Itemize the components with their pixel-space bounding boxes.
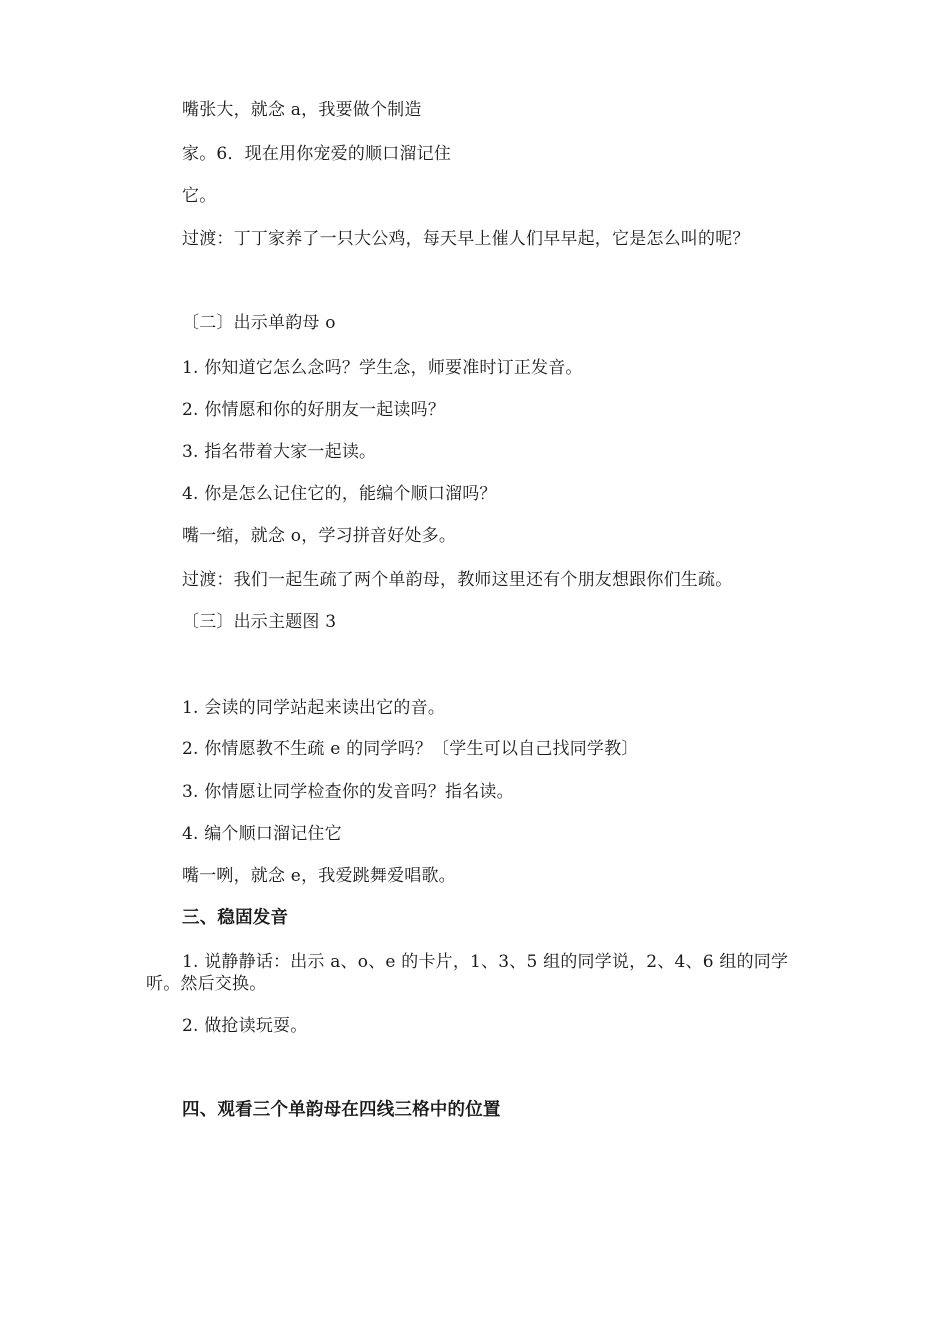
paragraph-line: 过渡：我们一起生疏了两个单韵母，教师这里还有个朋友想跟你们生疏。 — [182, 570, 733, 590]
paragraph-line: 家。6．现在用你宠爱的顺口溜记住 — [182, 144, 452, 164]
list-item: 1. 说静静话：出示 a、o、e 的卡片，1、3、5 组的同学说，2、4、6 组的同学听。然后交换。 — [146, 952, 789, 994]
paragraph-line: 它。 — [182, 186, 217, 206]
paragraph-line: 嘴一咧，就念 e，我爱跳舞爱唱歌。 — [182, 866, 456, 886]
list-item: 3. 你情愿让同学检查你的发音吗？指名读。 — [182, 782, 514, 802]
list-item: 2. 你情愿和你的好朋友一起读吗？ — [182, 400, 446, 420]
list-item: 1. 会读的同学站起来读出它的音。 — [182, 698, 446, 718]
list-item: 4. 你是怎么记住它的，能编个顺口溜吗？ — [182, 484, 497, 504]
list-item: 4. 编个顺口溜记住它 — [182, 824, 342, 844]
list-item: 1. 你知道它怎么念吗？学生念，师要准时订正发音。 — [182, 358, 583, 378]
paragraph-line: 过渡：丁丁家养了一只大公鸡，每天早上催人们早早起，它是怎么叫的呢？ — [182, 229, 750, 249]
list-item: 2. 你情愿教不生疏 e 的同学吗？〔学生可以自己找同学教〕 — [182, 739, 639, 759]
paragraph-line: 嘴一缩，就念 o，学习拼音好处多。 — [182, 526, 457, 546]
section-subheading: 〔三〕出示主题图 3 — [182, 612, 337, 632]
list-item: 2. 做抢读玩耍。 — [182, 1016, 308, 1036]
section-subheading: 〔二〕出示单韵母 o — [182, 313, 336, 333]
list-item: 3. 指名带着大家一起读。 — [182, 442, 377, 462]
paragraph-line: 嘴张大，就念 a，我要做个制造 — [182, 100, 422, 120]
section-heading: 三、稳固发音 — [182, 908, 289, 928]
section-heading: 四、观看三个单韵母在四线三格中的位置 — [182, 1100, 501, 1120]
